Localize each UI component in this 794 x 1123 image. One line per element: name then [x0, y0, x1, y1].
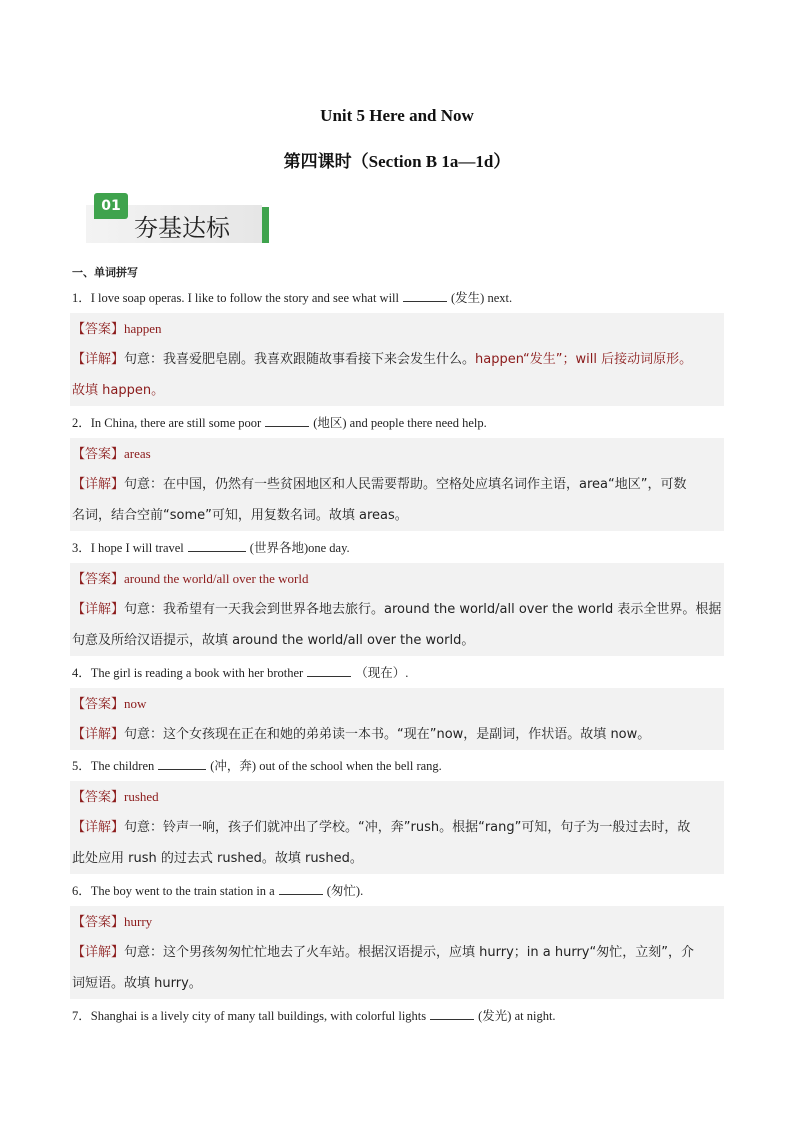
question-6	[72, 881, 363, 901]
badge-accent-bar	[262, 207, 269, 243]
answer-value: around the world/all over the world	[124, 571, 309, 586]
section-heading: 一、单词拼写	[72, 266, 138, 279]
explain-tag: 【详解】	[72, 602, 125, 617]
answer-row	[70, 781, 724, 812]
answer-row	[70, 563, 724, 594]
answer-blank	[403, 289, 447, 302]
explain-row	[70, 937, 724, 999]
question-5	[72, 756, 442, 776]
explain-text: 句意：我希望有一天我会到世界各地去旅行。around the world/all over the world 表示全世界。根据	[124, 602, 722, 617]
answer-box	[70, 313, 724, 406]
answer-blank	[430, 1007, 474, 1020]
explain-text: 名词，结合空前“some”可知，用复数名词。故填 areas。	[72, 508, 408, 523]
explain-row	[70, 594, 724, 656]
question-text: （现在）.	[355, 666, 409, 680]
explain-tag: 【详解】	[72, 945, 125, 960]
explain-text: 句意及所给汉语提示，故填 around the world/all over the world。	[72, 633, 475, 648]
answer-tag: 【答案】	[72, 322, 125, 337]
question-text: (地区) and people there need help.	[313, 416, 487, 430]
question-text: 4．The girl is reading a book with her brother	[72, 666, 304, 680]
answer-row	[70, 438, 724, 469]
answer-tag: 【答案】	[72, 447, 125, 462]
explain-row	[70, 812, 724, 874]
answer-row	[70, 313, 724, 344]
answer-box	[70, 906, 724, 999]
question-text: 5．The children	[72, 759, 155, 773]
answer-value: rushed	[124, 789, 159, 804]
question-text: (匆忙).	[326, 884, 364, 898]
page-subtitle: 第四课时（Section B 1a—1d）	[283, 152, 511, 171]
explain-text: 故填 happen。	[72, 383, 165, 398]
explain-tag: 【详解】	[72, 727, 125, 742]
explain-text: 句意：铃声一响，孩子们就冲出了学校。“冲，奔”rush。根据“rang”可知，句子为一般过去时，故	[124, 820, 691, 835]
explain-text: 此处应用 rush 的过去式 rushed。故填 rushed。	[72, 851, 363, 866]
question-text: (冲，奔) out of the school when the bell rang.	[210, 759, 442, 773]
answer-value: areas	[124, 446, 151, 461]
question-2	[72, 413, 487, 433]
answer-value: happen	[124, 321, 162, 336]
question-3	[72, 538, 350, 558]
explain-text: 句意：我喜爱肥皂剧。我喜欢跟随故事看接下来会发生什么。	[124, 352, 476, 367]
explain-text: 句意：在中国，仍然有一些贫困地区和人民需要帮助。空格处应填名词作主语，area“地区”，可数	[124, 477, 687, 492]
explain-tag: 【详解】	[72, 352, 125, 367]
question-text: 3．I hope I will travel	[72, 541, 184, 555]
answer-blank	[188, 539, 246, 552]
question-4	[72, 663, 408, 683]
answer-tag: 【答案】	[72, 915, 125, 930]
answer-box	[70, 438, 724, 531]
explain-tag: 【详解】	[72, 477, 125, 492]
question-text: 1．I love soap operas. I like to follow the story and see what will	[72, 291, 400, 305]
answer-tag: 【答案】	[72, 697, 125, 712]
answer-tag: 【答案】	[72, 572, 125, 587]
answer-value: hurry	[124, 914, 153, 929]
answer-box	[70, 563, 724, 656]
question-1	[72, 288, 512, 308]
question-7	[72, 1006, 556, 1026]
answer-row	[70, 906, 724, 937]
answer-blank	[158, 757, 206, 770]
answer-blank	[265, 414, 309, 427]
explain-tag: 【详解】	[72, 820, 125, 835]
explain-text: 句意：这个女孩现在正在和她的弟弟读一本书。“现在”now，是副词，作状语。故填 now。	[124, 727, 651, 742]
question-text: (发光) at night.	[478, 1009, 556, 1023]
section-badge	[86, 193, 272, 243]
answer-row	[70, 688, 724, 719]
explain-row	[70, 344, 724, 406]
question-text: 2．In China, there are still some poor	[72, 416, 262, 430]
page-title: Unit 5 Here and Now	[320, 106, 474, 125]
question-text: (发生) next.	[451, 291, 513, 305]
explain-text: 句意：这个男孩匆匆忙忙地去了火车站。根据汉语提示，应填 hurry；in a hurry“匆忙，立刻”，介	[124, 945, 694, 960]
answer-tag: 【答案】	[72, 790, 125, 805]
explain-row	[70, 719, 724, 750]
badge-label: 夯基达标	[134, 214, 230, 242]
explain-text: 词短语。故填 hurry。	[72, 976, 202, 991]
answer-blank	[279, 882, 323, 895]
question-text: (世界各地)one day.	[249, 541, 350, 555]
question-text: 6．The boy went to the train station in a	[72, 884, 275, 898]
explain-row	[70, 469, 724, 531]
answer-box	[70, 781, 724, 874]
explain-text: happen“发生”；will 后接动词原形。	[475, 352, 693, 367]
answer-value: now	[124, 696, 147, 711]
answer-box	[70, 688, 724, 750]
question-text: 7．Shanghai is a lively city of many tall buildings, with colorful lights	[72, 1009, 427, 1023]
badge-number: 01	[94, 193, 128, 219]
answer-blank	[307, 664, 351, 677]
